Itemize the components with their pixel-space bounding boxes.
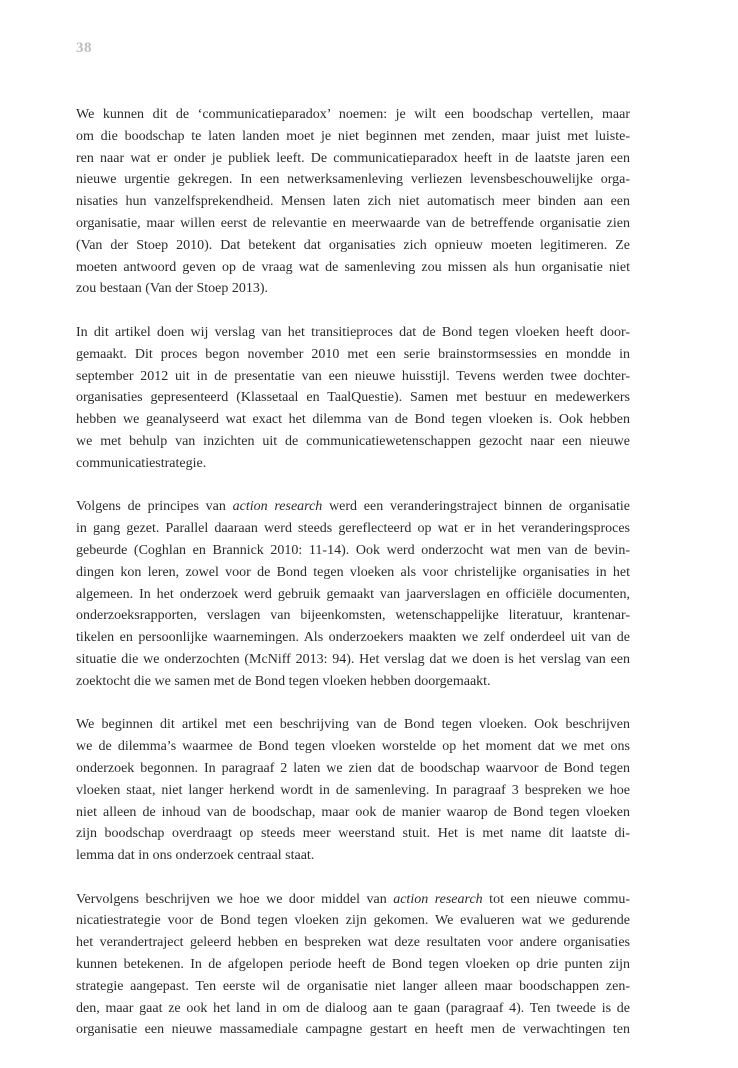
text-line [76,496,630,518]
text-line: onderzoek begonnen. In paragraaf 2 laten we zien dat de boodschap waarvoor de Bond tegen [76,760,630,776]
text-line: om die boodschap te laten landen moet je niet beginnen met zenden, maar juist met luiste- [76,128,630,144]
paragraph-3 [76,496,630,692]
text-line: algemeen. In het onderzoek werd gebruik gemaakt van jaarverslagen en officiële documenten, [76,586,630,602]
text-line: ren naar wat er onder je publiek leeft. De communicatieparadox heeft in de laatste jaren een [76,150,630,166]
italic-term: action research [393,891,483,907]
italic-term: action research [232,499,323,515]
text-line: vloeken staat, niet langer herkend wordt in de samenleving. In paragraaf 3 bespreken we hoe [76,782,630,798]
text-line: we de dilemma’s waarmee de Bond tegen vloeken worstelde op het moment dat we met ons [76,739,630,755]
text-line: niet alleen de inhoud van de boodschap, maar ook de manier waarop de Bond tegen vloeken [76,804,630,820]
text-line: gemaakt. Dit proces begon november 2010 met een serie brainstormsessies en mondde in [76,346,630,362]
text-segment: tot een nieuwe commu- [482,891,630,907]
text-line: strategie aangepast. Ten eerste wil de organisatie niet langer alleen maar boodschappen zen- [76,978,630,994]
text-line [76,889,630,911]
text-line: organisaties gepresenteerd (Klassetaal en TaalQuestie). Samen met bestuur en medewerkers [76,390,630,406]
text-line: nieuwe urgentie gekregen. In een netwerksamenleving verliezen levensbeschouwelijke orga- [76,172,630,188]
text-line: We beginnen dit artikel met een beschrijving van de Bond tegen vloeken. Ook beschrijven [76,717,630,733]
text-segment: werd een veranderingstraject binnen de organisatie [322,499,630,515]
paragraph-5 [76,889,630,1042]
text-line: zoektocht die we samen met de Bond tegen vloeken hebben doorgemaakt. [76,673,491,689]
text-segment: Vervolgens beschrijven we hoe we door middel van [76,891,394,907]
text-line: hebben we geanalyseerd wat exact het dilemma van de Bond tegen vloeken is. Ook hebben [76,412,630,428]
page-number: 38 [76,40,92,56]
body-text [76,104,630,1063]
text-line: nicatiestrategie voor de Bond tegen vloeken zijn gekomen. We evalueren wat we gedurende [76,913,630,929]
text-line: In dit artikel doen wij verslag van het transitieproces dat de Bond tegen vloeken heeft door- [76,324,630,340]
text-line: organisatie een nieuwe massamediale campagne gestart en heeft men de verwachtingen ten [76,1022,630,1038]
text-line: (Van der Stoep 2010). Dat betekent dat organisaties zich opnieuw moeten legitimeren. Ze [76,237,630,253]
text-line: onderzoeksrapporten, verslagen van bijeenkomsten, wetenschappelijke literatuur, krantenar- [76,608,630,624]
text-line: in gang gezet. Parallel daaraan werd steeds gereflecteerd op wat er in het veranderingsproces [76,521,630,537]
text-line: situatie die we onderzochten (McNiff 2013: 94). Het verslag dat we doen is het verslag van een [76,651,630,667]
text-line: september 2012 uit in de presentatie van een nieuwe huisstijl. Tevens werden twee dochter- [76,368,630,384]
text-line: het verandertraject geleerd hebben en bespreken wat deze resultaten voor andere organisaties [76,935,630,951]
text-line: We kunnen dit de ‘communicatieparadox’ noemen: je wilt een boodschap vertellen, maar [76,107,630,122]
text-line: lemma dat in ons onderzoek centraal staat. [76,848,315,864]
paragraph-2 [76,322,630,475]
text-line: kunnen betekenen. In de afgelopen periode heeft de Bond tegen vloeken op drie punten zijn [76,957,630,973]
text-line: zijn boodschap overdraagt op steeds meer weerstand stuit. Het is met name dit laatste di- [76,826,630,842]
text-line: zou bestaan (Van der Stoep 2013). [76,281,269,297]
text-line: nisaties hun vanzelfsprekendheid. Mensen laten zich niet automatisch meer binden aan een [76,194,630,210]
text-line: we met behulp van inzichten uit de communicatiewetenschappen gezocht naar een nieuwe [76,433,630,449]
paragraph-4 [76,714,630,867]
text-line: organisatie, maar willen eerst de relevantie en meerwaarde van de betreffende organisatie zien [76,215,630,231]
text-line: gebeurde (Coghlan en Brannick 2010: 11-14). Ook werd onderzocht wat men van de bevin- [76,542,630,558]
text-line: dingen kon leren, zowel voor de Bond tegen vloeken als voor christelijke organisaties in het [76,564,630,580]
text-line: moeten antwoord geven op de vraag wat de samenleving zou missen als hun organisatie niet [76,259,630,275]
text-line: tikelen en persoonlijke waarnemingen. Als onderzoekers maakten we zelf onderdeel uit van de [76,630,630,646]
text-segment: Volgens de principes van [76,499,233,515]
text-line: den, maar gaat ze ook het land in om de dialoog aan te gaan (paragraaf 4). Ten tweede is de [76,1000,630,1016]
paragraph-1 [76,104,630,300]
text-line: communicatiestrategie. [76,455,207,471]
